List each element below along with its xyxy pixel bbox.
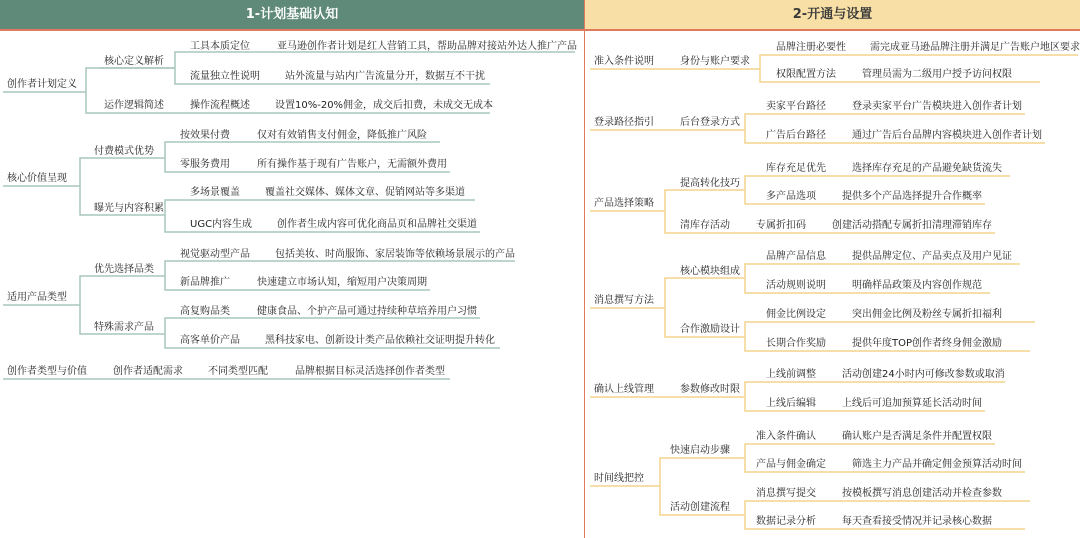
leaf-value: 提供年度TOP创作者终身佣金激励 bbox=[852, 338, 1003, 349]
node-identity-account: 身份与账户要求 bbox=[680, 56, 750, 67]
node-conversion-tips: 提高转化技巧 bbox=[680, 178, 740, 189]
leaf-value: 筛选主力产品并确定佣金预算活动时间 bbox=[852, 459, 1022, 470]
node-core-definition: 核心定义解析 bbox=[104, 56, 164, 67]
node-core-value: 核心价值呈现 bbox=[7, 173, 67, 184]
right-section-header: 2-开通与设置 bbox=[585, 0, 1080, 31]
leaf-key: 工具本质定位 bbox=[190, 41, 250, 52]
leaf-value: 创建活动搭配专属折扣清理滞销库存 bbox=[832, 220, 992, 231]
leaf-value: 选择库存充足的产品避免缺货流失 bbox=[852, 163, 1002, 174]
leaf-key: 品牌产品信息 bbox=[766, 251, 826, 262]
leaf-value: 突出佣金比例及粉丝专属折扣福利 bbox=[852, 309, 1002, 320]
leaf-key: 库存充足优先 bbox=[766, 163, 826, 174]
leaf-key: 高客单价产品 bbox=[180, 335, 240, 346]
node-incentive-design: 合作激励设计 bbox=[680, 324, 740, 335]
leaf-value: 仅对有效销售支付佣金，降低推广风险 bbox=[257, 130, 427, 141]
leaf-key: 上线后编辑 bbox=[766, 398, 816, 409]
node-priority-categories: 优先选择品类 bbox=[94, 264, 154, 275]
leaf-value: 所有操作基于现有广告账户，无需额外费用 bbox=[257, 159, 447, 170]
leaf-value: 健康食品、个护产品可通过持续种草培养用户习惯 bbox=[257, 306, 477, 317]
leaf-value: 品牌根据目标灵活选择创作者类型 bbox=[295, 366, 445, 377]
leaf-key: 零服务费用 bbox=[180, 159, 230, 170]
leaf-value: 亚马逊创作者计划是红人营销工具，帮助品牌对接站外达人推广产品 bbox=[277, 41, 577, 52]
node-core-modules: 核心模块组成 bbox=[680, 266, 740, 277]
node-special-needs: 特殊需求产品 bbox=[94, 322, 154, 333]
node-backend-login: 后台登录方式 bbox=[680, 117, 740, 128]
leaf-key: 长期合作奖励 bbox=[766, 338, 826, 349]
leaf-value: 每天查看接受情况并记录核心数据 bbox=[842, 516, 992, 527]
leaf-key: 新品牌推广 bbox=[180, 277, 230, 288]
leaf-value: 确认账户是否满足条件并配置权限 bbox=[842, 431, 992, 442]
leaf-value: 快速建立市场认知，缩短用户决策周期 bbox=[257, 277, 427, 288]
leaf-value: 上线后可追加预算延长活动时间 bbox=[842, 398, 982, 409]
leaf-key: 产品与佣金确定 bbox=[756, 459, 826, 470]
leaf-value: 覆盖社交媒体、媒体文章、促销网站等多渠道 bbox=[265, 187, 465, 198]
leaf-key: 数据记录分析 bbox=[756, 516, 816, 527]
node-login-path: 登录路径指引 bbox=[594, 117, 654, 128]
leaf-key: 卖家平台路径 bbox=[766, 101, 826, 112]
leaf-value: 提供多个产品选择提升合作概率 bbox=[842, 191, 982, 202]
leaf-key: 广告后台路径 bbox=[766, 130, 826, 141]
leaf-key: 不同类型匹配 bbox=[208, 366, 268, 377]
leaf-key: 流量独立性说明 bbox=[190, 71, 260, 82]
leaf-value: 活动创建24小时内可修改参数或取消 bbox=[842, 369, 1005, 380]
leaf-value: 按模板撰写消息创建活动并检查参数 bbox=[842, 488, 1002, 499]
leaf-key: 活动规则说明 bbox=[766, 280, 826, 291]
leaf-key: 按效果付费 bbox=[180, 130, 230, 141]
leaf-key: 视觉驱动型产品 bbox=[180, 249, 250, 260]
leaf-value: 设置10%-20%佣金，成交后扣费，未成交无成本 bbox=[275, 100, 494, 111]
node-definition: 创作者计划定义 bbox=[7, 79, 77, 90]
leaf-key: 消息撰写提交 bbox=[756, 488, 816, 499]
leaf-key: 操作流程概述 bbox=[190, 100, 250, 111]
leaf-key: 专属折扣码 bbox=[756, 220, 806, 231]
node-operation-logic: 运作逻辑简述 bbox=[104, 100, 164, 111]
leaf-key: 佣金比例设定 bbox=[766, 309, 826, 320]
left-section-header: 1-计划基础认知 bbox=[0, 0, 584, 31]
node-creator-types: 创作者类型与价值 bbox=[7, 366, 87, 377]
leaf-value: 需完成亚马逊品牌注册并满足广告账户地区要求 bbox=[870, 42, 1080, 53]
leaf-key: 品牌注册必要性 bbox=[776, 42, 846, 53]
leaf-key: 上线前调整 bbox=[766, 369, 816, 380]
leaf-value: 明确样品政策及内容创作规范 bbox=[852, 280, 982, 291]
leaf-value: 通过广告后台品牌内容模块进入创作者计划 bbox=[852, 130, 1042, 141]
node-exposure-content: 曝光与内容积累 bbox=[94, 203, 164, 214]
node-timeline: 时间线把控 bbox=[594, 473, 644, 484]
node-payment-advantage: 付费模式优势 bbox=[94, 146, 154, 157]
leaf-key: UGC内容生成 bbox=[190, 219, 253, 230]
leaf-key: 权限配置方法 bbox=[776, 69, 836, 80]
node-product-strategy: 产品选择策略 bbox=[594, 198, 654, 209]
leaf-key: 高复购品类 bbox=[180, 306, 230, 317]
node-clearance: 清库存活动 bbox=[680, 220, 730, 231]
leaf-value: 包括美妆、时尚服饰、家居装饰等依赖场景展示的产品 bbox=[275, 249, 515, 260]
leaf-value: 站外流量与站内广告流量分开，数据互不干扰 bbox=[285, 71, 485, 82]
node-creator-fit: 创作者适配需求 bbox=[113, 366, 183, 377]
node-eligibility: 准入条件说明 bbox=[594, 56, 654, 67]
leaf-key: 多场景覆盖 bbox=[190, 187, 240, 198]
node-product-types: 适用产品类型 bbox=[7, 292, 67, 303]
leaf-value: 管理员需为二级用户授予访问权限 bbox=[862, 69, 1012, 80]
leaf-key: 准入条件确认 bbox=[756, 431, 816, 442]
leaf-value: 创作者生成内容可优化商品页和品牌社交渠道 bbox=[277, 219, 477, 230]
node-campaign-flow: 活动创建流程 bbox=[670, 502, 730, 513]
node-quick-start: 快速启动步骤 bbox=[670, 445, 730, 456]
node-message-writing: 消息撰写方法 bbox=[594, 295, 654, 306]
leaf-value: 提供品牌定位、产品卖点及用户见证 bbox=[852, 251, 1012, 262]
leaf-value: 黑科技家电、创新设计类产品依赖社交证明提升转化 bbox=[265, 335, 495, 346]
node-edit-window: 参数修改时限 bbox=[680, 384, 740, 395]
leaf-key: 多产品选项 bbox=[766, 191, 816, 202]
leaf-value: 登录卖家平台广告模块进入创作者计划 bbox=[852, 101, 1022, 112]
node-launch-management: 确认上线管理 bbox=[594, 384, 654, 395]
